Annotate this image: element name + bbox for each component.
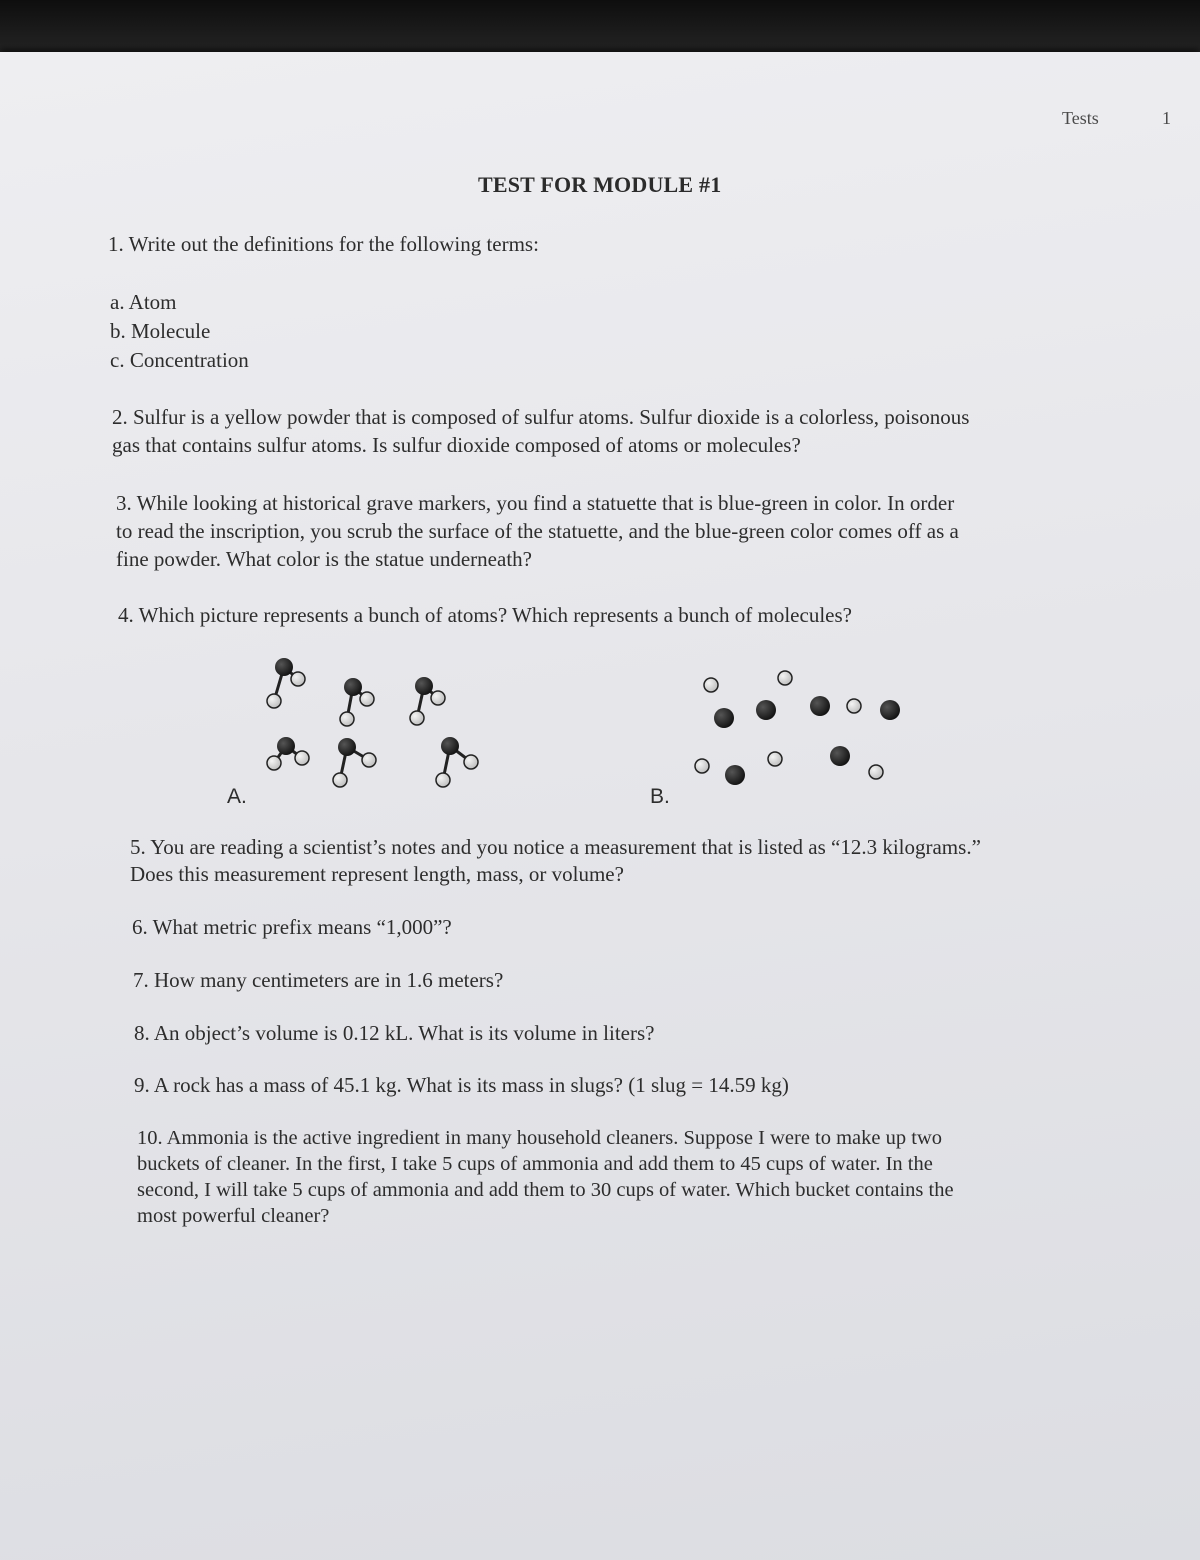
molecule: [436, 737, 478, 787]
molecule: [410, 677, 445, 725]
question-10-line: second, I will take 5 cups of ammonia and add them to 30 cups of water. Which bucket contains the: [137, 1179, 954, 1201]
dark-atom: [725, 765, 745, 785]
picture-b-label: B.: [650, 785, 670, 808]
light-atom: [869, 765, 883, 779]
molecule: [267, 737, 309, 770]
question-2-line: 2. Sulfur is a yellow powder that is composed of sulfur atoms. Sulfur dioxide is a colorless, poisonous: [112, 405, 970, 429]
light-atom: [704, 678, 718, 692]
question-3-line: 3. While looking at historical grave markers, you find a statuette that is blue-green in color. In order: [116, 491, 955, 515]
molecule: [340, 678, 374, 726]
light-atom: [768, 752, 782, 766]
question-10-line: buckets of cleaner. In the first, I take 5 cups of ammonia and add them to 45 cups of water. In the: [137, 1153, 933, 1175]
question-8: [134, 1019, 654, 1047]
question-10-line: 10. Ammonia is the active ingredient in many household cleaners. Suppose I were to make up two: [137, 1127, 943, 1149]
dark-atom: [810, 696, 830, 716]
picture-a-molecules: [267, 658, 478, 787]
question-2-line: gas that contains sulfur atoms. Is sulfur dioxide composed of atoms or molecules?: [112, 433, 801, 457]
light-atom: [778, 671, 792, 685]
question-10-line: most powerful cleaner?: [137, 1205, 330, 1227]
question-1-text: 1. Write out the definitions for the following terms:: [108, 232, 539, 256]
question-3-line: to read the inscription, you scrub the surface of the statuette, and the blue-green color comes off as a: [116, 519, 959, 543]
question-10: [137, 1125, 954, 1229]
light-atom: [847, 699, 861, 713]
question-4-text: 4. Which picture represents a bunch of atoms? Which represents a bunch of molecules?: [118, 603, 852, 627]
question-5: [130, 834, 981, 888]
running-header: Tests: [1062, 108, 1099, 128]
term-concentration: c. Concentration: [110, 348, 249, 372]
question-5-line: 5. You are reading a scientist’s notes and you notice a measurement that is listed as “12.3 kilograms.”: [130, 835, 981, 859]
dark-atom: [880, 700, 900, 720]
question-5-line: Does this measurement represent length, mass, or volume?: [130, 862, 624, 886]
question-7-text: 7. How many centimeters are in 1.6 meters?: [133, 968, 504, 992]
term-atom: a. Atom: [110, 290, 177, 314]
dark-atom: [830, 746, 850, 766]
picture-a-label: A.: [227, 785, 247, 808]
picture-b-atoms: [695, 671, 900, 785]
question-8-text: 8. An object’s volume is 0.12 kL. What is its volume in liters?: [134, 1021, 655, 1045]
page-title: TEST FOR MODULE #1: [478, 172, 722, 197]
dark-atom: [714, 708, 734, 728]
question-7: [133, 966, 503, 994]
question-6-text: 6. What metric prefix means “1,000”?: [132, 915, 452, 939]
molecule: [267, 658, 305, 708]
light-atom: [695, 759, 709, 773]
term-molecule: b. Molecule: [110, 319, 211, 343]
molecule: [333, 738, 376, 787]
page-number: 1: [1162, 108, 1171, 128]
question-6: [132, 913, 452, 941]
question-9-text: 9. A rock has a mass of 45.1 kg. What is its mass in slugs? (1 slug = 14.59 kg): [134, 1073, 789, 1097]
dark-atom: [756, 700, 776, 720]
question-9: [134, 1071, 789, 1099]
question-3-line: fine powder. What color is the statue underneath?: [116, 547, 532, 571]
